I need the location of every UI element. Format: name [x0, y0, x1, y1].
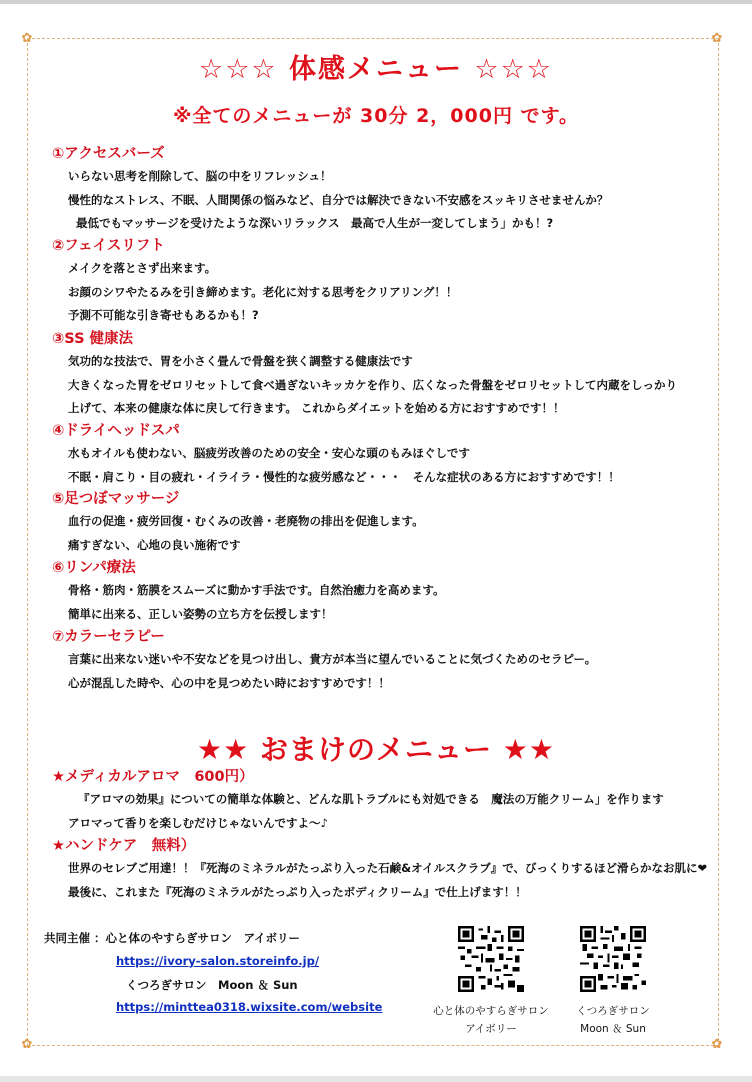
moon-sun-link[interactable]: https://minttea0318.wixsite.com/website — [116, 1000, 383, 1014]
page-title: ☆☆☆ 体感メニュー ☆☆☆ — [198, 54, 554, 85]
menu-line: 水もオイルも使わない、脳疲労改善のための安全・安心な頭のもみほぐしです — [68, 446, 470, 460]
menu-line: 最低でもマッサージを受けたような深いリラックス 最高で人生が一変してしまう」かも！? — [76, 216, 554, 230]
menu-item-access-bars — [52, 143, 608, 236]
qr2-caption-sub: Moon ＆ Sun — [580, 1023, 646, 1035]
menu-line: お顔のシワやたるみを引き締めます。老化に対する思考をクリアリング！！ — [68, 284, 458, 299]
menu-item-dry-head-spa — [52, 420, 620, 489]
menu-line: 血行の促進・疲労回復・むくみの改善・老廃物の排出を促進します。 — [68, 514, 424, 528]
top-edge — [0, 0, 752, 4]
bonus-heading: ★メディカルアロマ 600円） — [52, 769, 254, 785]
bonus-item-hand-care — [52, 835, 707, 904]
corner-flower-icon: ✿ — [21, 1037, 33, 1052]
bonus-item-aroma — [52, 766, 664, 835]
menu-item-foot-massage — [52, 488, 424, 557]
menu-item-lymph — [52, 557, 445, 626]
bottom-edge — [0, 1076, 752, 1082]
menu-item-color-therapy — [52, 626, 596, 695]
price-note: ※全てのメニューが 30分 2，000円 です。 — [172, 105, 580, 127]
menu-heading: ②フェイスリフト — [52, 238, 165, 254]
menu-heading: ③SS 健康法 — [52, 331, 134, 347]
menu-line: 気功的な技法で、胃を小さく畳んで骨盤を狭く調整する健康法です — [68, 354, 413, 368]
qr1-caption-sub: アイボリー — [465, 1023, 517, 1035]
menu-item-ss-health — [52, 328, 677, 421]
menu-heading: ⑤足つぼマッサージ — [52, 491, 180, 507]
menu-line: 予測不可能な引き寄せもあるかも！? — [68, 308, 259, 322]
menu-line: メイクを落とさず出来ます。 — [68, 261, 217, 275]
menu-line: 大きくなった胃をゼロリセットして食べ過ぎないキッカケを作り、広くなった骨盤をゼロリセットして内蔵をしっかり — [68, 377, 678, 392]
menu-line: 慢性的なストレス、不眠、人間関係の悩みなど、自分では解決できない不安感をスッキリさせませんか？ — [68, 192, 609, 207]
menu-line: 言葉に出来ない迷いや不安などを見つけ出し、貴方が本当に望んでいることに気づくためのセラピー。 — [68, 652, 597, 666]
bonus-heading: ★ハンドケア 無料） — [52, 838, 196, 854]
ivory-link[interactable]: https://ivory-salon.storeinfo.jp/ — [116, 954, 320, 968]
menu-item-face-lift — [52, 235, 457, 328]
bonus-line: 最後に、これまた『死海のミネラルがたっぷり入ったボディクリーム』で仕上げます！！ — [68, 884, 527, 899]
qr-code-ivory-icon[interactable] — [458, 926, 524, 992]
menu-line: 心が混乱した時や、心の中を見つめたい時におすすめです！！ — [68, 675, 390, 690]
menu-line: いらない思考を削除して、脳の中をリフレッシュ！ — [68, 169, 332, 183]
menu-line: 不眠・肩こり・目の疲れ・イライラ・慢性的な疲労感など・・・ そんな症状のある方におすすめです！！ — [68, 469, 620, 484]
qr2-caption: くつろぎサロン — [576, 1005, 650, 1017]
menu-line: 骨格・筋肉・筋膜をスムーズに動かす手法です。自然治癒力を高めます。 — [68, 583, 445, 597]
menu-line: 痛すぎない、心地の良い施術です — [68, 537, 241, 552]
qr1-caption: 心と体のやすらぎサロン — [433, 1005, 549, 1017]
corner-flower-icon: ✿ — [21, 31, 33, 46]
menu-line: 上げて、本来の健康な体に戻して行きます。 これからダイエットを始める方におすすめです！！ — [68, 401, 565, 415]
bonus-title: ★★ おまけのメニュー ★★ — [197, 733, 555, 766]
bonus-line: アロマって香りを楽しむだけじゃないんですよ～♪ — [68, 815, 328, 830]
corner-flower-icon: ✿ — [711, 1037, 723, 1052]
qr-code-moon-sun-icon[interactable] — [580, 926, 646, 992]
corner-flower-icon: ✿ — [711, 31, 723, 46]
menu-heading: ⑦カラーセラピー — [52, 629, 165, 645]
menu-heading: ⑥リンパ療法 — [52, 560, 136, 576]
salon2-label: くつろぎサロン Moon ＆ Sun — [126, 978, 298, 992]
menu-heading: ①アクセスバーズ — [52, 146, 165, 162]
menu-heading: ④ドライヘッドスパ — [52, 423, 180, 439]
bonus-line: 世界のセレブご用達！！『死海のミネラルがたっぷり入った石鹸&オイルスクラブ』で、びっくりするほど滑らかなお肌に❤ — [68, 861, 708, 875]
bonus-line: 『アロマの効果』についての簡単な体験と、どんな肌トラブルにも対処できる 魔法の万能クリーム」を作ります — [78, 792, 664, 806]
menu-line: 簡単に出来る、正しい姿勢の立ち方を伝授します！ — [68, 606, 333, 621]
host-label: 共同主催 ：心と体のやすらぎサロン アイボリー — [44, 931, 300, 945]
